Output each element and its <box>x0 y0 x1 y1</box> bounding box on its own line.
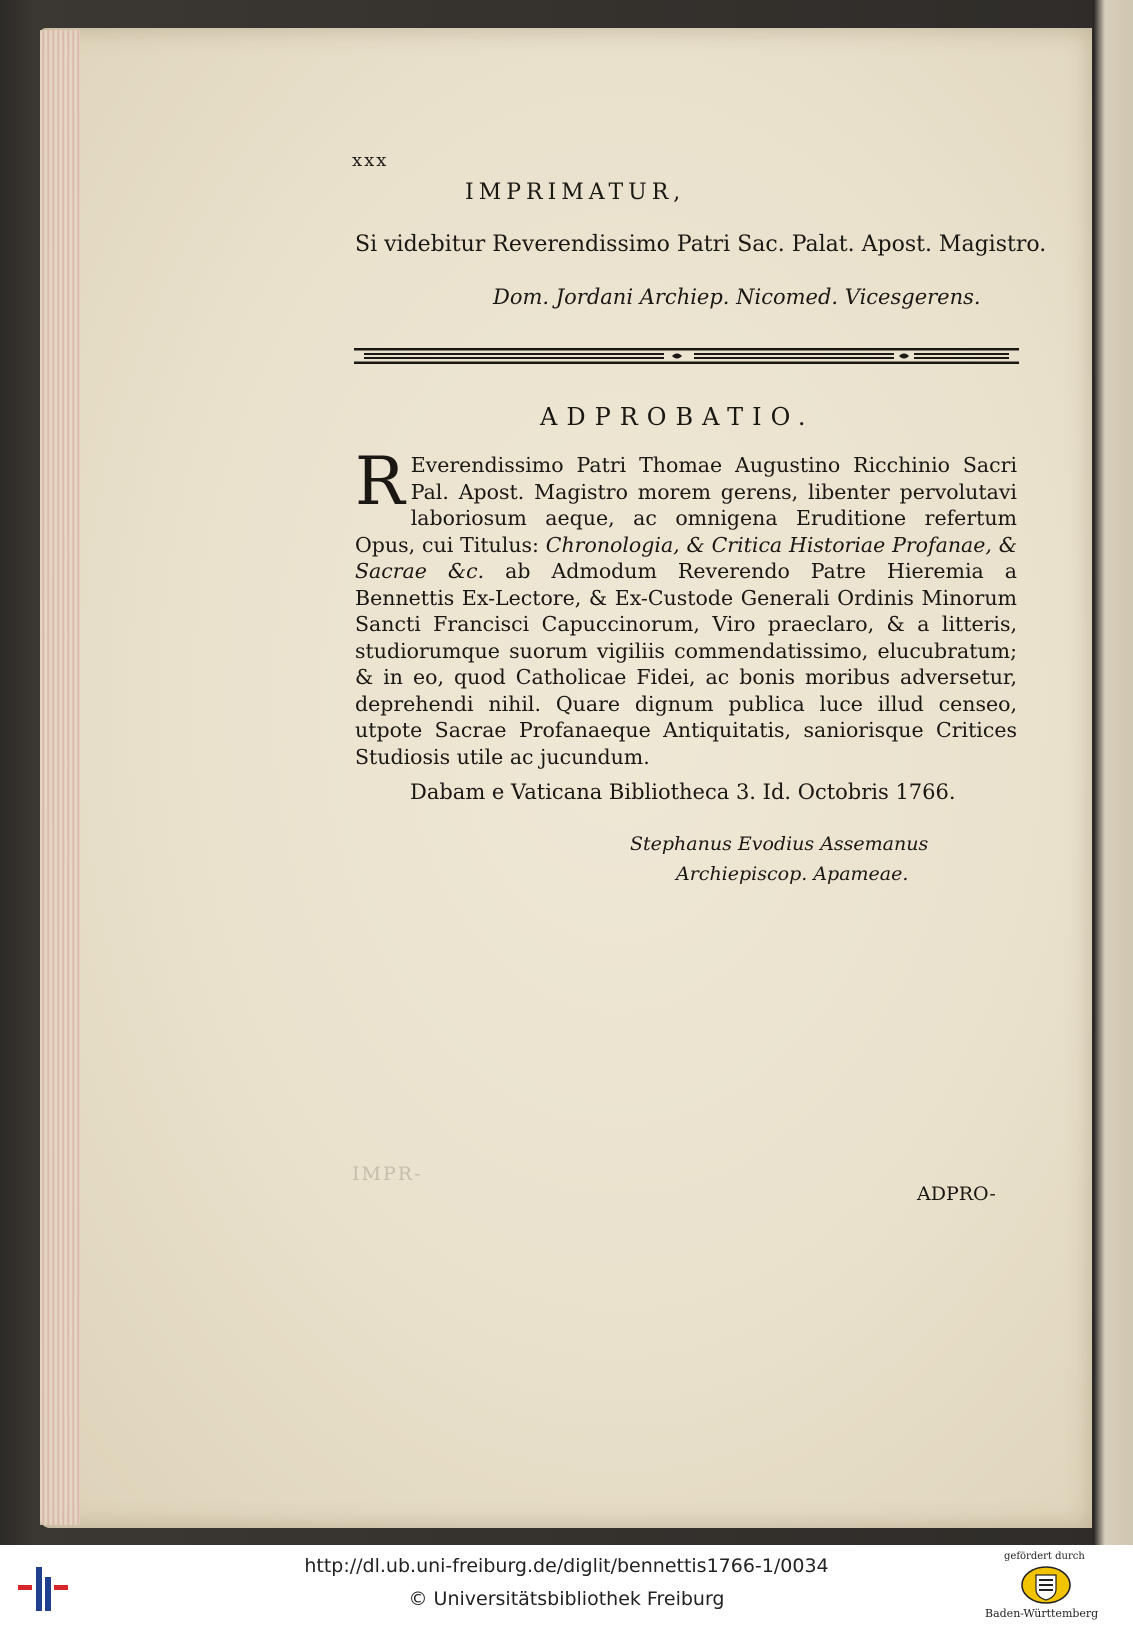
bleed-through-text: IMPR- <box>352 1163 423 1185</box>
date-line: Dabam e Vaticana Bibliotheca 3. Id. Octobris 1766. <box>410 780 956 804</box>
approbation-text <box>355 443 1017 770</box>
catchword: ADPRO- <box>917 1183 996 1205</box>
signer-title: Archiepiscop. Apameae. <box>676 863 909 885</box>
sponsor-name: Baden-Württemberg <box>985 1607 1099 1620</box>
sponsor-label: gefördert durch <box>1004 1551 1085 1562</box>
right-page-edge <box>1093 0 1133 1545</box>
adprobatio-heading: ADPROBATIO. <box>540 403 815 431</box>
imprimatur-heading: IMPRIMATUR, <box>465 180 686 205</box>
page-edges <box>40 30 80 1525</box>
drop-cap: R <box>355 443 405 520</box>
imprimatur-line: Si videbitur Reverendissimo Patri Sac. Palat. Apost. Magistro. <box>355 232 1047 257</box>
copyright-notice: © Universitätsbibliothek Freiburg <box>408 1588 725 1610</box>
book-title: Chronologia, & Critica Historiae Profanae, & Sacrae &c. <box>355 532 1017 583</box>
body-part-1: Everendissimo Patri Thomae Augustino Ricchinio Sacri Pal. Apost. Magistro morem gerens, libenter pervolutavi laboriosum aeque, ac omnigena Eruditione refertum Opus, cui Titulus: <box>355 453 1017 557</box>
permalink-url[interactable]: http://dl.ub.uni-freiburg.de/diglit/bennettis1766-1/0034 <box>304 1555 829 1577</box>
ornament-divider <box>354 345 1019 367</box>
signer-name: Stephanus Evodius Assemanus <box>630 833 929 855</box>
signature-line: Dom. Jordani Archiep. Nicomed. Vicesgerens. <box>493 285 981 309</box>
baden-wuerttemberg-crest-icon <box>1020 1565 1072 1605</box>
page-number: xxx <box>352 150 389 171</box>
viewer-footer <box>0 1545 1133 1626</box>
body-part-2: ab Admodum Reverendo Patre Hieremia a Bennettis Ex-Lectore, & Ex-Custode Generali Ordinis Minorum Sancti Francisci Capuccinorum, Viro praeclaro, & a litteris, studiorumque suorum vigiliis commendatissimo, elucubratum; & in eo, quod Catholicae Fidei, ac bonis moribus adversetur, deprehendi nihil. Quare dignum publica luce illud censeo, utpote Sacrae Profanaeque Antiquitatis, saniorisque Critices Studiosis utile ac jucundum. <box>355 559 1017 769</box>
